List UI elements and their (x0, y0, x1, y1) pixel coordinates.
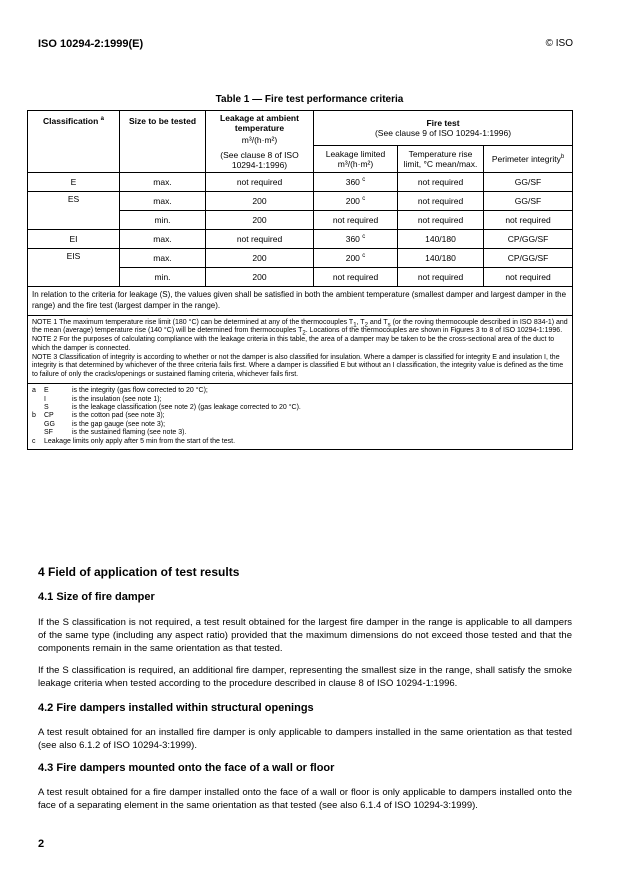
col-header-classification: Classification $^a$ (28, 111, 120, 173)
footnote-line: b CP is the cotton pad (see note 3); (32, 412, 165, 420)
cell-ambient: 200 (206, 267, 314, 286)
table-footnotes (28, 384, 573, 450)
section-4-3-paragraph: A test result obtained for a fire damper installed onto the face of a wall or floor is only applicable to dampers installed onto the face of a separating element in the same orientation as that tested (see also 6.1.4 of ISO 10294-3:1999). (38, 787, 572, 811)
cell-size: max. (120, 248, 206, 267)
table-row (28, 248, 573, 267)
cell-classification: E (28, 172, 120, 191)
cell-size: max. (120, 229, 206, 248)
cell-temp: 140/180 (398, 229, 484, 248)
page-number: 2 (38, 838, 45, 850)
footnote-line: GG is the gap gauge (see note 3); (44, 420, 166, 428)
col-header-leakage-limited: Leakage limited m³/(h·m²) (314, 146, 398, 173)
footnotes-row (28, 384, 573, 450)
footnote-line: a E is the integrity (gas flow corrected to 20 °C); (32, 387, 208, 395)
cell-leakage: 360 $^c$ (314, 172, 398, 191)
cell-leakage: 360 $^c$ (314, 229, 398, 248)
section-4-1-paragraph-1: If the S classification is not required, a test result obtained for the largest fire damper in the range is applicable to all dampers of the same type (including any aspect ratio) provided that the maximum dimensions do not exceed those tested and that the components remain in the same orientation as that tested. (38, 617, 572, 654)
cell-perimeter: not required (484, 210, 573, 229)
cell-leakage: not required (314, 210, 398, 229)
cell-temp: 140/180 (398, 248, 484, 267)
cell-perimeter: not required (484, 267, 573, 286)
note-2: NOTE 2 For the purposes of calculating compliance with the leakage criteria in this table, the area of a damper may be taken to be the cross-sectional area of the duct to which the damper is connected. (32, 336, 555, 352)
cell-perimeter: GG/SF (484, 191, 573, 210)
table-header-row (28, 111, 573, 146)
col-header-leakage-ambient: Leakage at ambient temperature m³/(h·m²) (See clause 8 of ISO 10294-1:1996) (206, 111, 314, 173)
cell-ambient: 200 (206, 248, 314, 267)
table-notes (28, 315, 573, 384)
fire-test-criteria-table (27, 110, 573, 450)
footnote-line: SF is the sustained flaming (see note 3). (44, 429, 187, 437)
col-header-fire-test: Fire test (See clause 9 of ISO 10294-1:1996) (314, 111, 573, 146)
cell-leakage: 200 $^c$ (314, 191, 398, 210)
notes-row (28, 315, 573, 384)
cell-perimeter: CP/GG/SF (484, 248, 573, 267)
cell-size: min. (120, 267, 206, 286)
copyright-notice: © ISO (545, 38, 573, 49)
cell-size: max. (120, 191, 206, 210)
cell-temp: not required (398, 172, 484, 191)
cell-leakage: not required (314, 267, 398, 286)
section-4-1-heading: 4.1 Size of fire damper (38, 591, 155, 603)
section-4-1-paragraph-2: If the S classification is required, an additional fire damper, representing the smallest size in the range, shall satisfy the smoke leakage criteria when tested according to the procedure described in clause 8 of ISO 10294-1:1996. (38, 665, 572, 689)
criteria-note-row (28, 286, 573, 315)
cell-ambient: 200 (206, 191, 314, 210)
table-title: Table 1 — Fire test performance criteria (215, 94, 404, 105)
note-3: NOTE 3 Classification of integrity is according to whether or not the damper is also classified for insulation. Where a damper is classified for integrity E and insulation I, the integrity is that determined by whichever of the three criteria fails first. Where a damper is classified E but without an I classification, the integrity value is defined as the time to failure of only the cracks/openings or sustained flaming criteria, whichever fails first. (32, 354, 564, 378)
cell-perimeter: GG/SF (484, 172, 573, 191)
cell-ambient: not required (206, 172, 314, 191)
cell-leakage: 200 $^c$ (314, 248, 398, 267)
cell-size: max. (120, 172, 206, 191)
note-1: NOTE 1 The maximum temperature rise limit (180 °C) can be determined at any of the thermocouples $T_1$, $T_2$ and $T_s$ (or the roving thermocouple described in ISO 834-1) and the mean (average) temperature rise (140 °C) will be determined from thermocouples $T_2$. Locations of the thermocouples are shown in Figures 3 to 8 of ISO 10294-1:1996. (32, 318, 568, 337)
cell-ambient: 200 (206, 210, 314, 229)
criteria-note: In relation to the criteria for leakage (S), the values given shall be satisfied in both the ambient temperature (smallest damper and largest damper in the range) and the fire test (largest damper in the range). (28, 286, 573, 315)
col-header-perimeter: Perimeter integrity$^b$ (484, 146, 573, 173)
section-4-heading: 4 Field of application of test results (38, 565, 240, 579)
section-4-2-paragraph: A test result obtained for an installed fire damper is only applicable to dampers installed in the same orientation as that tested (see also 6.1.2 of ISO 10294-3:1999). (38, 727, 572, 751)
cell-temp: not required (398, 267, 484, 286)
footnote-line: c Leakage limits only apply after 5 min from the start of the test. (32, 437, 236, 445)
cell-ambient: not required (206, 229, 314, 248)
cell-classification: EI (28, 229, 120, 248)
footnote-line: S is the leakage classification (see note 2) (gas leakage corrected to 20 °C). (44, 404, 301, 412)
section-4-2-heading: 4.2 Fire dampers installed within structural openings (38, 702, 314, 714)
col-header-temp-rise: Temperature rise limit, °C mean/max. (398, 146, 484, 173)
footnote-line: I is the insulation (see note 1); (44, 395, 162, 403)
cell-temp: not required (398, 191, 484, 210)
section-4-3-heading: 4.3 Fire dampers mounted onto the face of a wall or floor (38, 762, 335, 774)
table-row (28, 172, 573, 191)
document-id: ISO 10294-2:1999(E) (38, 38, 144, 50)
col-header-size: Size to be tested (120, 111, 206, 173)
cell-perimeter: CP/GG/SF (484, 229, 573, 248)
table-row (28, 191, 573, 210)
cell-size: min. (120, 210, 206, 229)
cell-classification: ES (28, 191, 120, 229)
table-row (28, 229, 573, 248)
cell-temp: not required (398, 210, 484, 229)
cell-classification: EIS (28, 248, 120, 286)
